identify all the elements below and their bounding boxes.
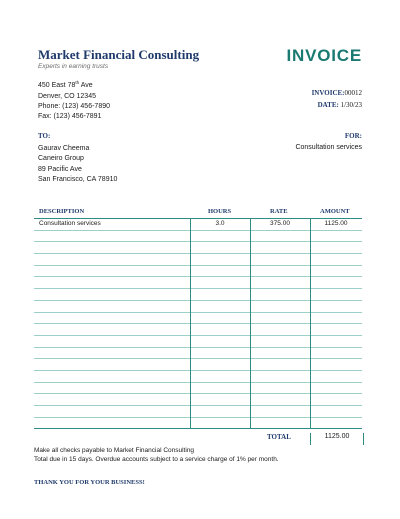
cell-amount [310, 371, 362, 382]
cell-hours [190, 313, 250, 324]
cell-amount [310, 301, 362, 312]
total-value: 1125.00 [310, 433, 364, 445]
company-phone: Phone: (123) 456-7890 [38, 102, 110, 110]
cell-amount [310, 336, 362, 347]
table-row [34, 254, 362, 266]
invoice-date: 1/30/23 [340, 101, 362, 109]
table-row [34, 242, 362, 254]
header-description: DESCRIPTION [39, 208, 85, 215]
invoice-date-line [312, 99, 362, 111]
thank-you-message: THANK YOU FOR YOUR BUSINESS! [34, 479, 145, 486]
column-divider [250, 218, 251, 429]
cell-rate [250, 242, 310, 253]
cell-description [39, 324, 189, 335]
cell-description [39, 231, 189, 242]
cell-hours [190, 348, 250, 359]
table-row [34, 348, 362, 360]
table-row [34, 371, 362, 383]
table-row [34, 313, 362, 325]
cell-description [39, 406, 189, 417]
cell-description [39, 336, 189, 347]
cell-hours [190, 277, 250, 288]
address-line-1 [38, 78, 110, 92]
client-company: Caneiro Group [38, 155, 84, 163]
cell-hours [190, 418, 250, 429]
cell-rate [250, 289, 310, 300]
address-street-suffix: Ave [79, 82, 93, 90]
table-row [34, 406, 362, 418]
cell-hours [190, 254, 250, 265]
table-row [34, 219, 362, 231]
cell-rate [250, 336, 310, 347]
cell-rate [250, 313, 310, 324]
cell-hours [190, 383, 250, 394]
bill-to-label: TO: [38, 132, 51, 140]
cell-description [39, 301, 189, 312]
cell-hours [190, 242, 250, 253]
address-street: 450 East 78 [38, 82, 76, 90]
column-divider [310, 218, 311, 429]
line-items-table [34, 206, 362, 443]
invoice-meta [312, 87, 362, 111]
cell-hours [190, 359, 250, 370]
cell-description [39, 313, 189, 324]
cell-amount [310, 277, 362, 288]
cell-hours [190, 406, 250, 417]
cell-amount [310, 242, 362, 253]
cell-description [39, 242, 189, 253]
cell-description [39, 289, 189, 300]
bill-to-block [38, 144, 117, 185]
table-row [34, 418, 362, 429]
table-row [34, 289, 362, 301]
cell-description [39, 394, 189, 405]
invoice-number-line [312, 87, 362, 99]
cell-amount [310, 383, 362, 394]
cell-amount [310, 254, 362, 265]
cell-description [39, 254, 189, 265]
cell-hours: 3.0 [215, 220, 225, 227]
table-row [34, 301, 362, 313]
cell-rate [250, 301, 310, 312]
cell-amount [310, 231, 362, 242]
cell-hours [190, 324, 250, 335]
cell-hours [190, 231, 250, 242]
cell-description [39, 371, 189, 382]
table-row [34, 277, 362, 289]
table-row [34, 394, 362, 406]
company-fax: Fax: (123) 456-7891 [38, 113, 102, 121]
cell-description: Consultation services [39, 220, 101, 227]
cell-amount [310, 406, 362, 417]
cell-rate: 375.00 [270, 220, 290, 227]
client-city: San Francisco, CA 78910 [38, 175, 118, 183]
cell-rate [250, 371, 310, 382]
cell-hours [190, 336, 250, 347]
cell-rate [250, 394, 310, 405]
invoice-title: INVOICE [286, 46, 362, 65]
address-line-2: Denver, CO 12345 [38, 92, 96, 100]
cell-rate [250, 348, 310, 359]
cell-rate [250, 277, 310, 288]
invoice-number-label: INVOICE: [311, 89, 345, 97]
cell-amount [310, 266, 362, 277]
cell-amount [310, 394, 362, 405]
invoice-date-label: DATE: [317, 101, 339, 109]
company-tagline: Experts in earning trusts [38, 63, 109, 70]
column-divider [190, 218, 191, 429]
cell-amount [310, 289, 362, 300]
notes-line-1: Make all checks payable to Market Financial Consulting [34, 447, 195, 454]
table-header [34, 206, 362, 218]
address-ordinal: th [75, 80, 80, 85]
for-label: FOR: [344, 132, 362, 140]
cell-amount [310, 359, 362, 370]
cell-description [39, 383, 189, 394]
cell-amount: 1125.00 [324, 220, 348, 227]
cell-rate [250, 359, 310, 370]
cell-rate [250, 418, 310, 429]
cell-rate [250, 383, 310, 394]
header-hours: HOURS [208, 208, 232, 215]
cell-amount [310, 313, 362, 324]
cell-description [39, 418, 189, 429]
cell-rate [250, 324, 310, 335]
cell-description [39, 348, 189, 359]
cell-rate [250, 254, 310, 265]
cell-rate [250, 406, 310, 417]
notes-line-2: Total due in 15 days. Overdue accounts subject to a service charge of 1% per month. [34, 456, 279, 463]
table-row [34, 231, 362, 243]
cell-rate [250, 266, 310, 277]
table-body [34, 218, 362, 429]
cell-hours [190, 301, 250, 312]
cell-hours [190, 289, 250, 300]
table-row [34, 383, 362, 395]
cell-description [39, 277, 189, 288]
cell-hours [190, 266, 250, 277]
cell-description [39, 359, 189, 370]
company-name: Market Financial Consulting [38, 47, 200, 62]
cell-hours [190, 371, 250, 382]
client-name: Gaurav Cheema [38, 145, 90, 152]
table-row [34, 336, 362, 348]
company-address [38, 78, 110, 123]
table-row [34, 266, 362, 278]
for-text: Consultation services [295, 144, 362, 151]
cell-amount [310, 348, 362, 359]
table-row [34, 359, 362, 371]
total-label: TOTAL [267, 433, 291, 442]
cell-amount [310, 418, 362, 429]
cell-description [39, 266, 189, 277]
header-amount: AMOUNT [320, 208, 350, 215]
cell-rate [250, 231, 310, 242]
cell-amount [310, 324, 362, 335]
payment-notes [34, 446, 279, 464]
totals-row [34, 429, 362, 443]
header-rate: RATE [270, 208, 288, 215]
table-row [34, 324, 362, 336]
client-street: 89 Pacific Ave [38, 165, 82, 173]
cell-hours [190, 394, 250, 405]
invoice-number: 00012 [344, 89, 362, 97]
